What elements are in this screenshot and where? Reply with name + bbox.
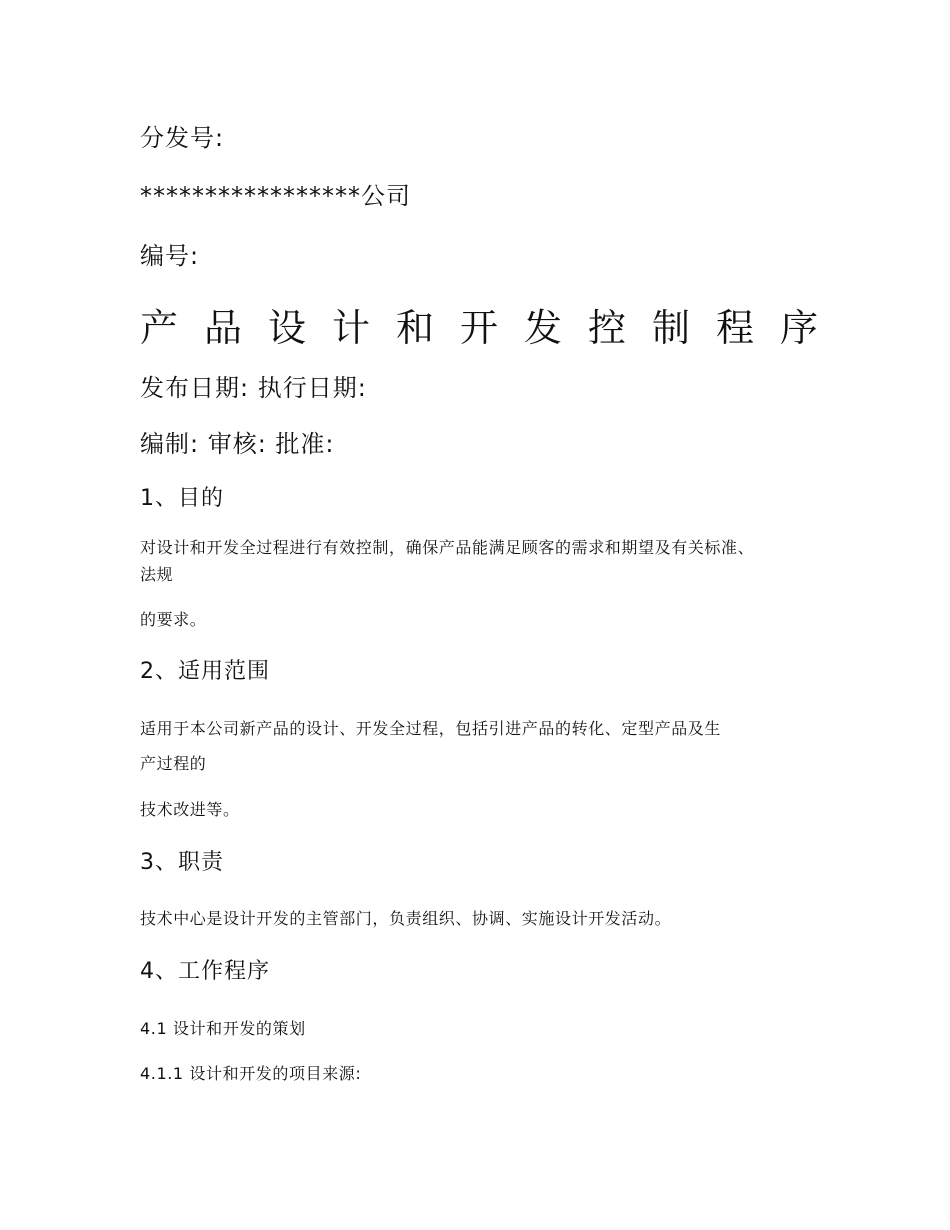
paragraph-line: 适用于本公司新产品的设计、开发全过程，包括引进产品的转化、定型产品及生: [140, 719, 722, 738]
paragraph-line: 法规: [140, 565, 174, 584]
section-heading-procedure: 4、工作程序: [140, 959, 270, 984]
paragraph-line: 产过程的: [140, 754, 207, 773]
signature-fields: 编制: 审核: 批准:: [140, 430, 335, 458]
paragraph-line: 对设计和开发全过程进行有效控制，确保产品能满足顾客的需求和期望及有关标准、: [140, 538, 755, 557]
document-title: 产品设计和开发控制程序: [140, 306, 845, 350]
paragraph-line: 的要求。: [140, 610, 207, 629]
subsection-heading: 4.1.1 设计和开发的项目来源:: [140, 1064, 362, 1083]
section-heading-scope: 2、适用范围: [140, 659, 270, 684]
company-name: *****************公司: [140, 182, 411, 210]
document-number-label: 编号:: [140, 242, 200, 270]
distribution-number-label: 分发号:: [140, 124, 225, 152]
section-heading-responsibilities: 3、职责: [140, 850, 224, 875]
subsection-heading: 4.1 设计和开发的策划: [140, 1019, 306, 1038]
paragraph-line: 技术中心是设计开发的主管部门，负责组织、协调、实施设计开发活动。: [140, 909, 672, 928]
paragraph-line: 技术改进等。: [140, 800, 240, 819]
section-heading-purpose: 1、目的: [140, 486, 224, 511]
date-fields: 发布日期: 执行日期:: [140, 374, 367, 402]
